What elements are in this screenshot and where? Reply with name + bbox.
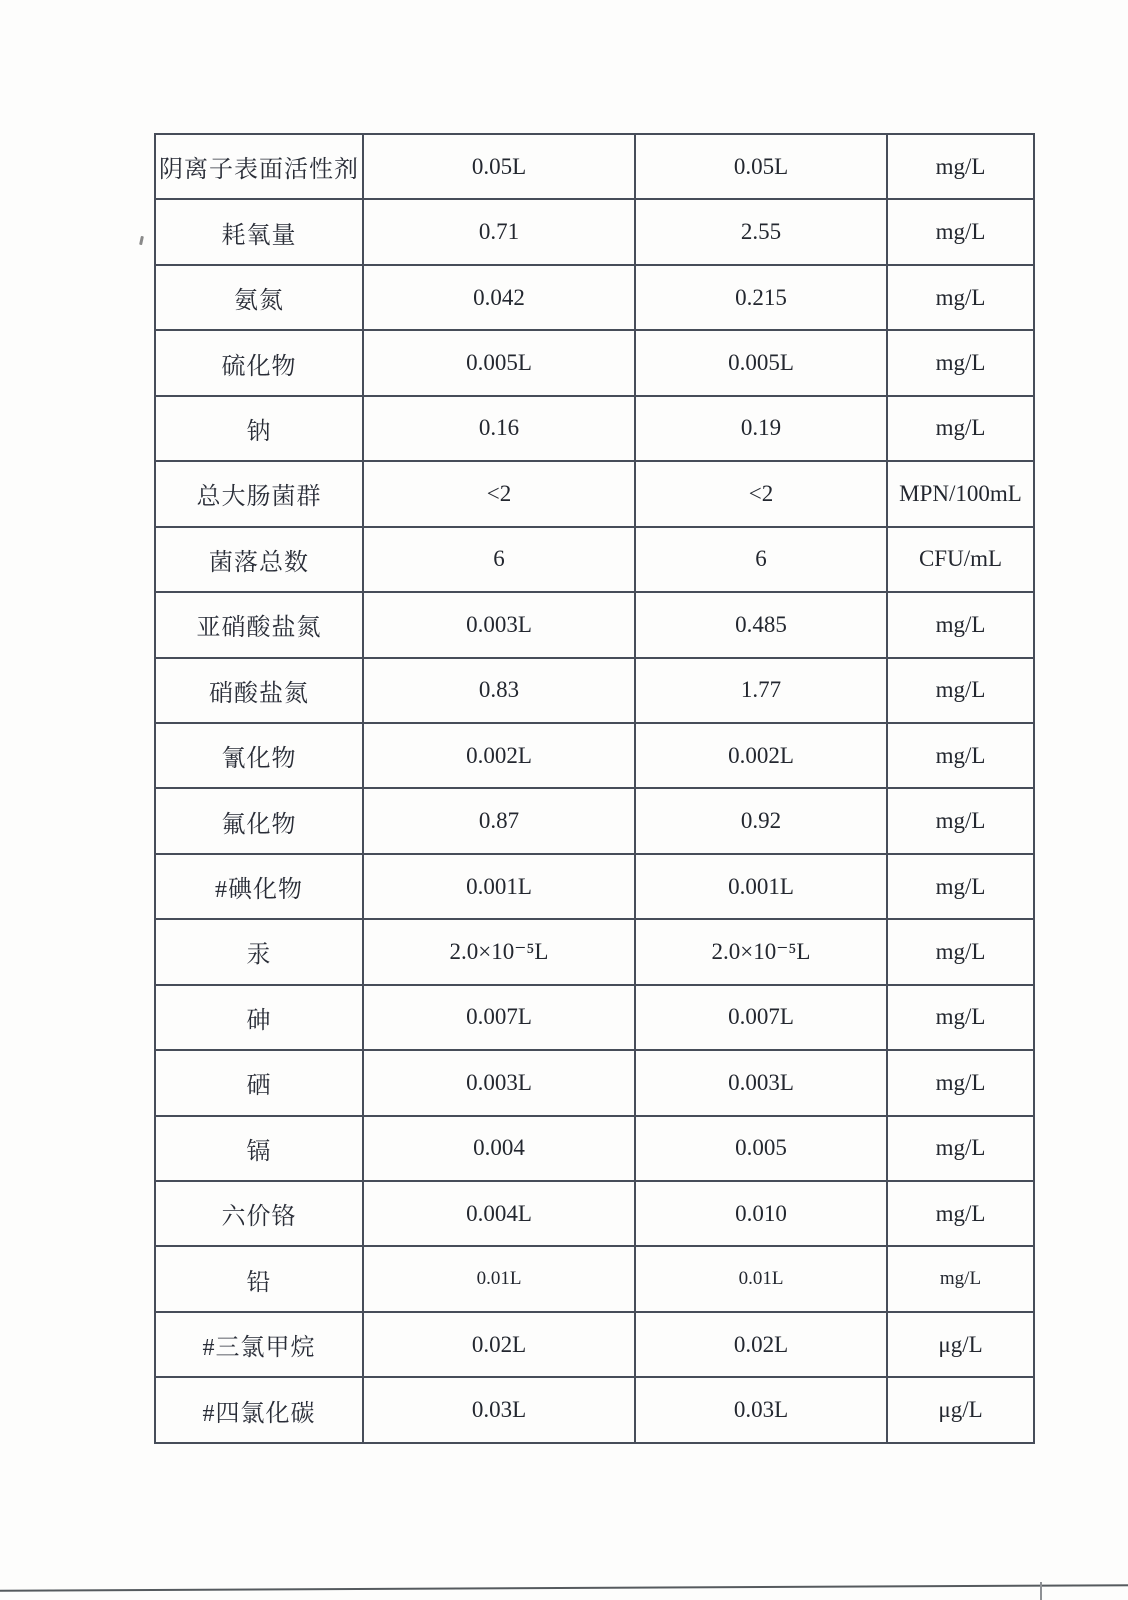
table-row	[155, 1116, 1034, 1181]
table-row	[155, 461, 1034, 526]
value2-cell: 0.007L	[635, 985, 887, 1050]
param-cell: 总大肠菌群	[155, 461, 363, 526]
value2-cell: 0.02L	[635, 1312, 887, 1377]
value2-cell: 0.03L	[635, 1377, 887, 1442]
unit-cell: mg/L	[887, 396, 1034, 461]
value1-cell: 0.87	[363, 788, 635, 853]
value2-cell: 6	[635, 527, 887, 592]
table-row	[155, 985, 1034, 1050]
param-cell: 镉	[155, 1116, 363, 1181]
value2-cell: 0.003L	[635, 1050, 887, 1115]
scan-artifact-line	[0, 1584, 1128, 1592]
param-cell: 硫化物	[155, 330, 363, 395]
value1-cell: 0.83	[363, 658, 635, 723]
unit-cell: mg/L	[887, 265, 1034, 330]
unit-cell: mg/L	[887, 788, 1034, 853]
param-cell: 氟化物	[155, 788, 363, 853]
value1-cell: 0.002L	[363, 723, 635, 788]
unit-cell: mg/L	[887, 658, 1034, 723]
unit-cell: MPN/100mL	[887, 461, 1034, 526]
param-cell: 菌落总数	[155, 527, 363, 592]
value1-cell: 0.03L	[363, 1377, 635, 1442]
scan-speck	[139, 236, 144, 245]
unit-cell: CFU/mL	[887, 527, 1034, 592]
value1-cell: 0.05L	[363, 134, 635, 199]
value2-cell: 1.77	[635, 658, 887, 723]
value1-cell: 0.01L	[363, 1246, 635, 1311]
param-cell: 阴离子表面活性剂	[155, 134, 363, 199]
param-cell: 氨氮	[155, 265, 363, 330]
unit-cell: μg/L	[887, 1312, 1034, 1377]
table-row	[155, 919, 1034, 984]
unit-cell: mg/L	[887, 199, 1034, 264]
param-cell: 铅	[155, 1246, 363, 1311]
table-row	[155, 592, 1034, 657]
param-cell: 硒	[155, 1050, 363, 1115]
value2-cell: 0.92	[635, 788, 887, 853]
value2-cell: 0.01L	[635, 1246, 887, 1311]
value2-cell: 2.0×10⁻⁵L	[635, 919, 887, 984]
value1-cell: 0.042	[363, 265, 635, 330]
table-row	[155, 134, 1034, 199]
value2-cell: 0.002L	[635, 723, 887, 788]
table-row	[155, 527, 1034, 592]
unit-cell: mg/L	[887, 330, 1034, 395]
unit-cell: mg/L	[887, 592, 1034, 657]
value2-cell: 0.19	[635, 396, 887, 461]
value1-cell: 0.007L	[363, 985, 635, 1050]
unit-cell: mg/L	[887, 919, 1034, 984]
param-cell: 亚硝酸盐氮	[155, 592, 363, 657]
value1-cell: 0.004	[363, 1116, 635, 1181]
value2-cell: 0.05L	[635, 134, 887, 199]
scan-artifact-vline	[1040, 1582, 1042, 1600]
value1-cell: 0.003L	[363, 592, 635, 657]
value2-cell: 0.215	[635, 265, 887, 330]
water-quality-table	[154, 133, 1035, 1444]
value1-cell: 0.003L	[363, 1050, 635, 1115]
table-row	[155, 658, 1034, 723]
table-row	[155, 1050, 1034, 1115]
value2-cell: 0.010	[635, 1181, 887, 1246]
value2-cell: <2	[635, 461, 887, 526]
table-row	[155, 1377, 1034, 1442]
unit-cell: mg/L	[887, 1246, 1034, 1311]
unit-cell: μg/L	[887, 1377, 1034, 1442]
table-body	[155, 134, 1034, 1443]
unit-cell: mg/L	[887, 854, 1034, 919]
param-cell: 氰化物	[155, 723, 363, 788]
value1-cell: 0.16	[363, 396, 635, 461]
value1-cell: 0.02L	[363, 1312, 635, 1377]
value1-cell: 0.001L	[363, 854, 635, 919]
table-row	[155, 1246, 1034, 1311]
table-row	[155, 199, 1034, 264]
value2-cell: 2.55	[635, 199, 887, 264]
table-row	[155, 1181, 1034, 1246]
unit-cell: mg/L	[887, 1181, 1034, 1246]
value2-cell: 0.001L	[635, 854, 887, 919]
value1-cell: 0.005L	[363, 330, 635, 395]
value1-cell: <2	[363, 461, 635, 526]
value2-cell: 0.005	[635, 1116, 887, 1181]
table-row	[155, 723, 1034, 788]
value2-cell: 0.005L	[635, 330, 887, 395]
unit-cell: mg/L	[887, 723, 1034, 788]
param-cell: #三氯甲烷	[155, 1312, 363, 1377]
unit-cell: mg/L	[887, 134, 1034, 199]
param-cell: 耗氧量	[155, 199, 363, 264]
value1-cell: 0.004L	[363, 1181, 635, 1246]
table-row	[155, 788, 1034, 853]
param-cell: 六价铬	[155, 1181, 363, 1246]
unit-cell: mg/L	[887, 1116, 1034, 1181]
value1-cell: 2.0×10⁻⁵L	[363, 919, 635, 984]
param-cell: #四氯化碳	[155, 1377, 363, 1442]
value1-cell: 6	[363, 527, 635, 592]
table-row	[155, 265, 1034, 330]
table-row	[155, 396, 1034, 461]
table-row	[155, 854, 1034, 919]
table-row	[155, 330, 1034, 395]
unit-cell: mg/L	[887, 985, 1034, 1050]
value2-cell: 0.485	[635, 592, 887, 657]
param-cell: #碘化物	[155, 854, 363, 919]
param-cell: 砷	[155, 985, 363, 1050]
value1-cell: 0.71	[363, 199, 635, 264]
param-cell: 硝酸盐氮	[155, 658, 363, 723]
param-cell: 汞	[155, 919, 363, 984]
table-row	[155, 1312, 1034, 1377]
param-cell: 钠	[155, 396, 363, 461]
unit-cell: mg/L	[887, 1050, 1034, 1115]
